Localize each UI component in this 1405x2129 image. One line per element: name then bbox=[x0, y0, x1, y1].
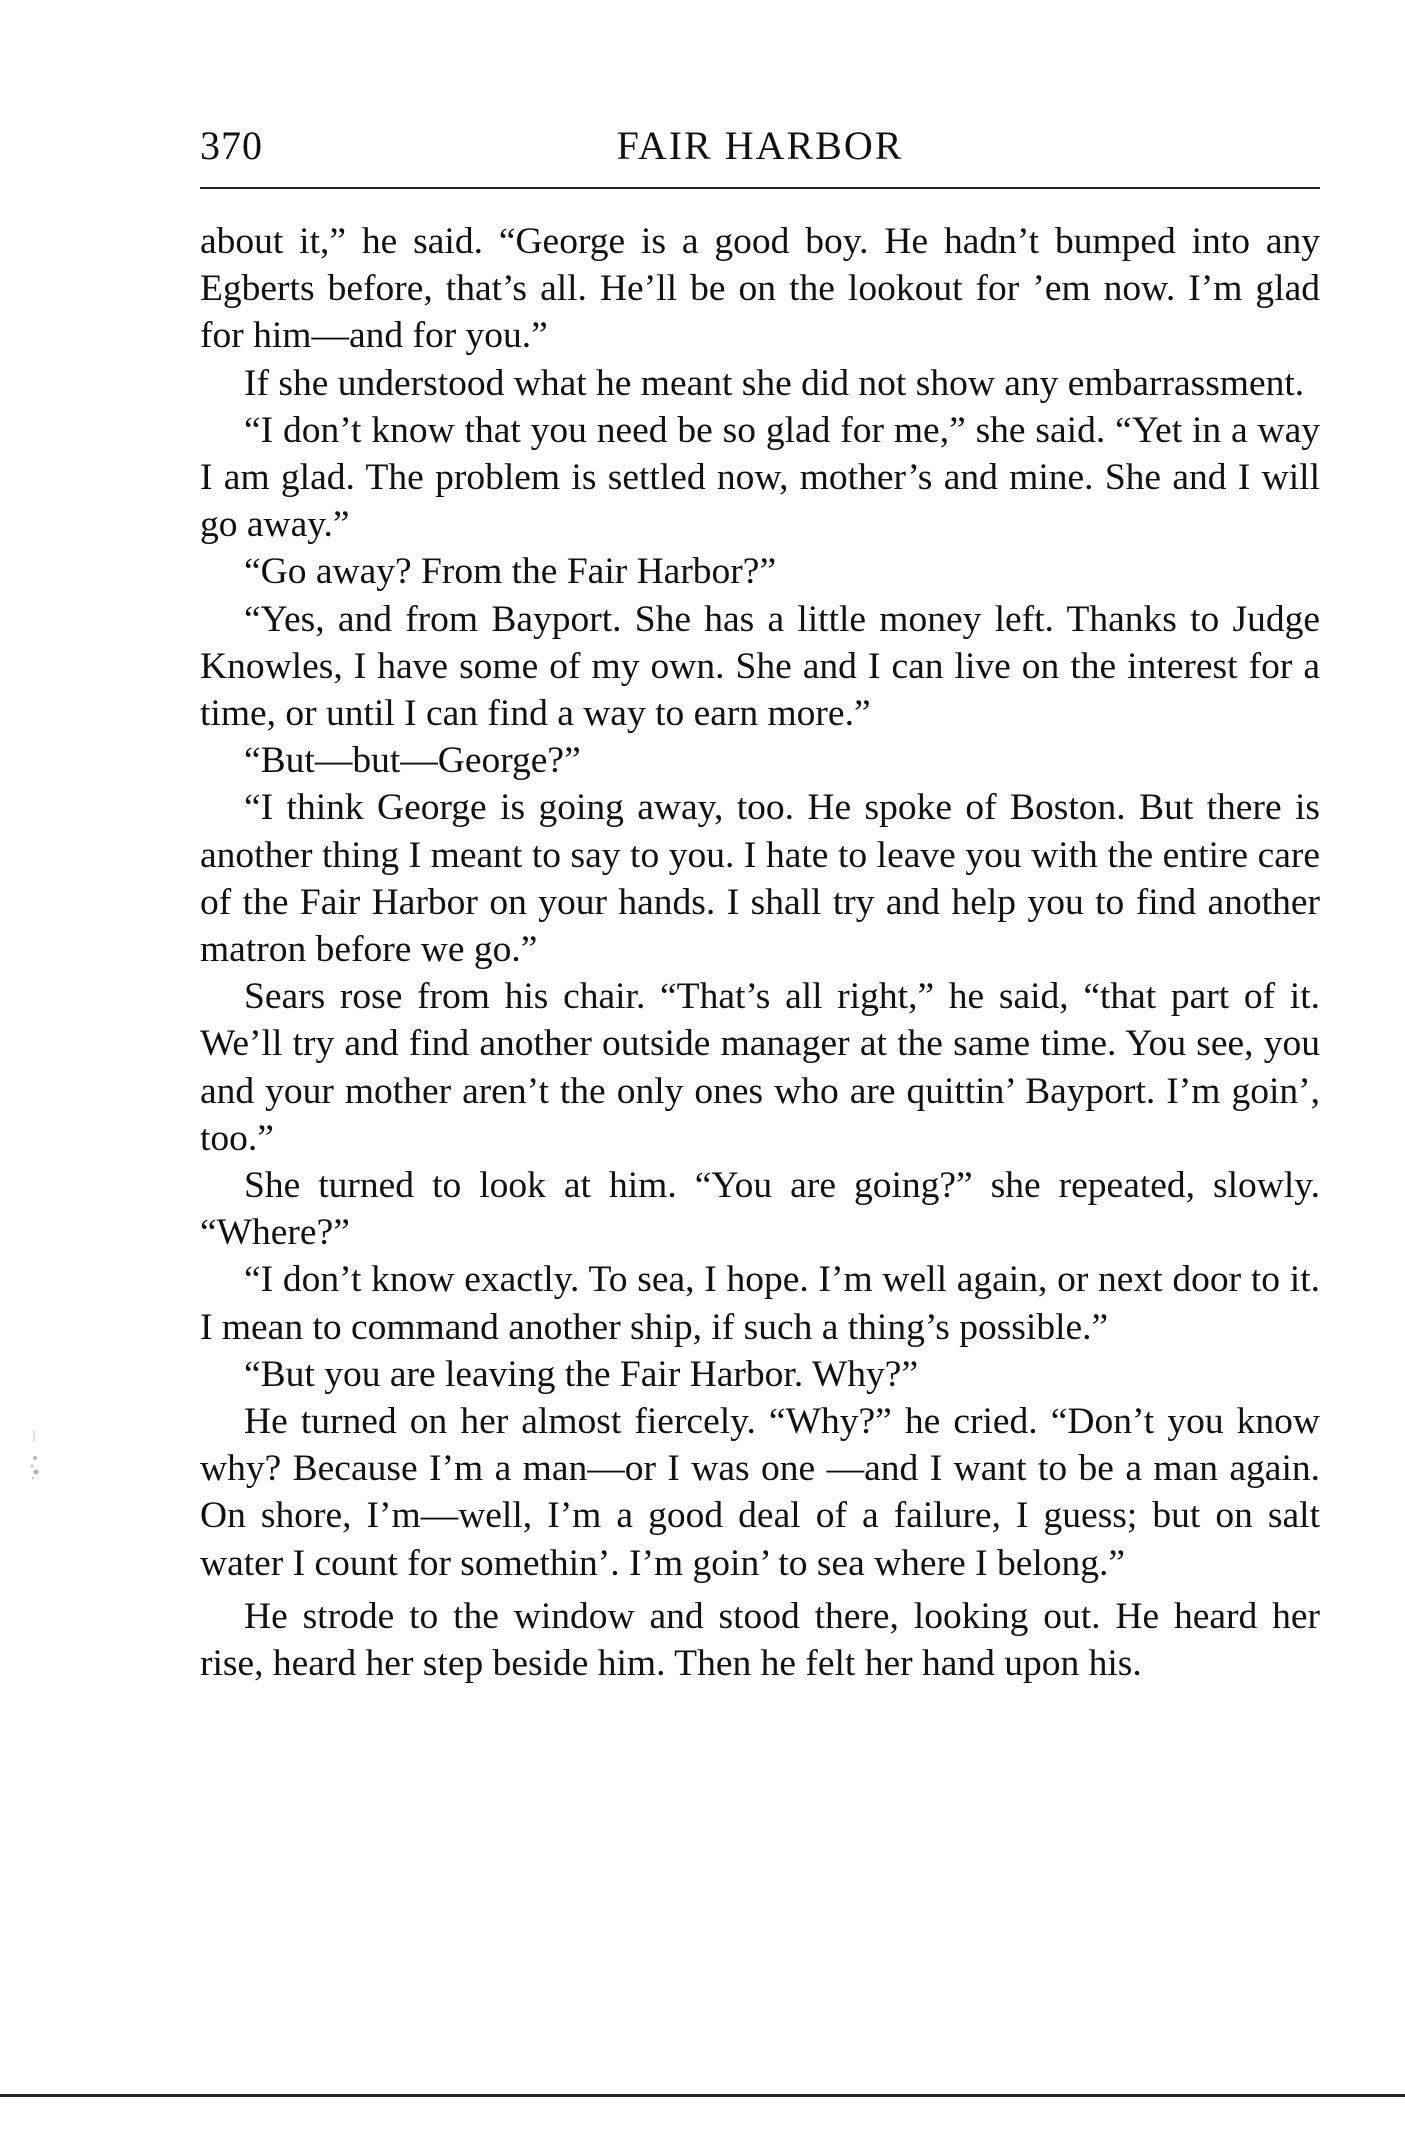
page-number: 370 bbox=[200, 123, 263, 168]
paragraph-13: He strode to the window and stood there, looking out. He heard her rise, heard her step beside him. Then he felt her hand upon his. bbox=[200, 1595, 1320, 1685]
page-header bbox=[200, 122, 1320, 182]
paragraph-7: “I think George is going away, too. He spoke of Boston. But there is another thing I meant to say to you. I hate to leave you with the entire care of the Fair Harbor on your hands. I shall try and help you to find another matron before we go.” bbox=[200, 787, 1320, 971]
header-rule bbox=[200, 187, 1320, 189]
margin-speck bbox=[27, 1428, 41, 1488]
paragraph-12: He turned on her almost fiercely. “Why?” he cried. “Don’t you know why? Because I’m a man—or I was one —and I want to be a man again. On shore, I’m—well, I’m a good deal of a failure, I guess; but on salt water I count for somethin’. I’m goin’ to sea where I belong.” bbox=[200, 1401, 1320, 1584]
paragraph-1: about it,” he said. “George is a good boy. He hadn’t bumped into any Egberts before, that’s all. He’ll be on the lookout for ’em now. I’m glad for him—and for you.” bbox=[200, 221, 1320, 357]
paragraph-5: “Yes, and from Bayport. She has a little money left. Thanks to Judge Knowles, I have some of my own. She and I can live on the interest for a time, or until I can find a way to earn more.” bbox=[200, 598, 1320, 735]
paragraph-9: She turned to look at him. “You are going?” she repeated, slowly. “Where?” bbox=[200, 1165, 1320, 1254]
paragraph-4: “Go away? From the Fair Harbor?” bbox=[244, 551, 777, 593]
paragraph-8: Sears rose from his chair. “That’s all right,” he said, “that part of it. We’ll try and find another outside manager at the same time. You see, you and your mother aren’t the only ones who are quittin’ Bayport. I’m goin’, too.” bbox=[200, 976, 1320, 1159]
footer-rule bbox=[0, 2094, 1405, 2097]
paragraph-10: “I don’t know exactly. To sea, I hope. I’m well again, or next door to it. I mean to command another ship, if such a thing’s possible.” bbox=[200, 1259, 1320, 1348]
running-head: FAIR HARBOR bbox=[616, 123, 904, 168]
paragraph-2: If she understood what he meant she did not show any embarrassment. bbox=[244, 362, 1305, 404]
paragraph-11: “But you are leaving the Fair Harbor. Why?” bbox=[244, 1353, 919, 1395]
paragraph-3: “I don’t know that you need be so glad for me,” she said. “Yet in a way I am glad. The problem is settled now, mother’s and mine. She and I will go away.” bbox=[200, 409, 1320, 546]
body-text bbox=[200, 218, 1320, 1687]
paragraph-6: “But—but—George?” bbox=[244, 740, 581, 782]
